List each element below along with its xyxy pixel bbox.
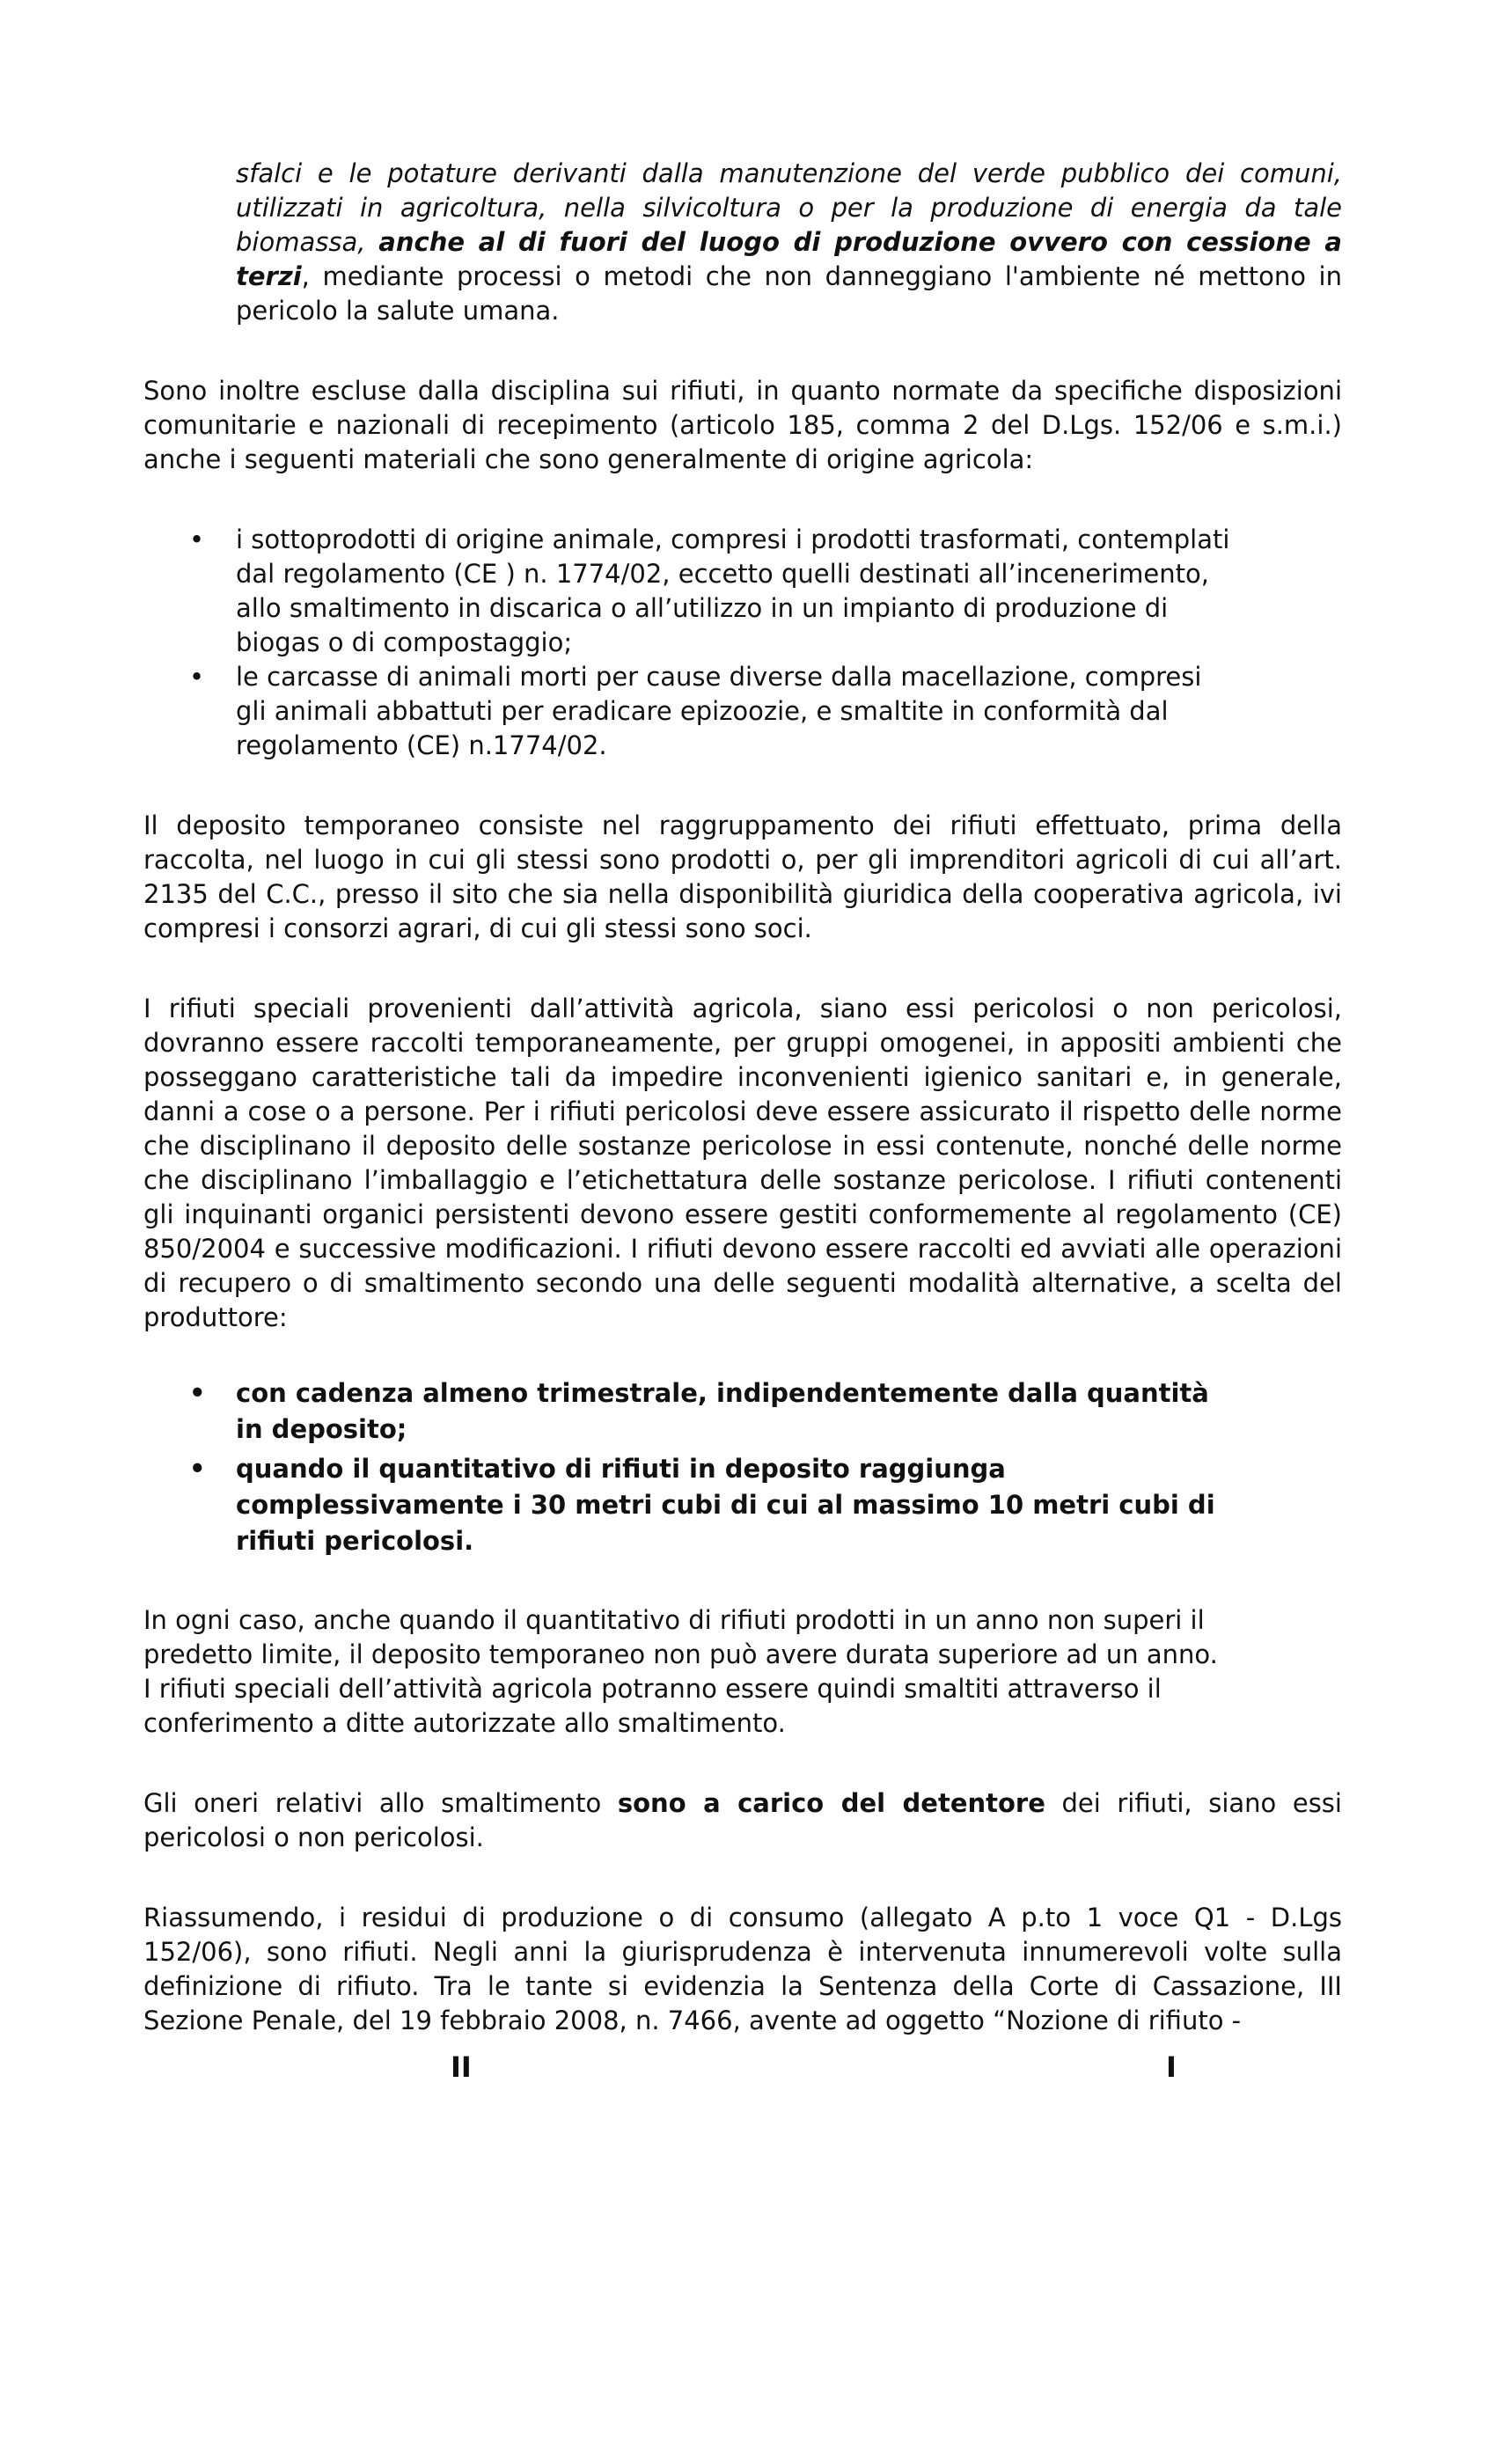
document-page	[143, 157, 1342, 2038]
paragraph-ogni-caso-line2: I rifiuti speciali dell’attività agricola potranno essere quindi smaltiti attraverso il conferimento a ditte autorizzate allo smaltimento.	[143, 1674, 1162, 1738]
paragraph-riassumendo: Riassumendo, i residui di produzione o di consumo (allegato A p.to 1 voce Q1 - D.Lgs 152/06), sono rifiuti. Negli anni la giurisprudenza è intervenuta innumerevoli volte sulla definizione di rifiuto. Tra le tante si evidenzia la Sentenza della Corte di Cassazione, III Sezione Penale, del 19 febbraio 2008, n. 7466, avente ad oggetto “Nozione di rifiuto -	[143, 1903, 1342, 2035]
bullet-list-modalita	[143, 1375, 1342, 1559]
list-item	[143, 660, 1342, 763]
bullet-list-sottoprodotti	[143, 523, 1342, 763]
paragraph-rifiuti-speciali: I rifiuti speciali provenienti dall’attività agricola, siano essi pericolosi o non pericolosi, dovranno essere raccolti temporaneamente, per gruppi omogenei, in appositi ambienti che posseggano caratteristiche tali da impedire inconvenienti igienico sanitari e, in generale, danni a cose o a persone. Per i rifiuti pericolosi deve essere assicurato il rispetto delle norme che disciplinano il deposito delle sostanze pericolose in essi contenute, nonché delle norme che disciplinano l’imballaggio e l’etichettatura delle sostanze pericolose. I rifiuti contenenti gli inquinanti organici persistenti devono essere gestiti conformemente al regolamento (CE) 850/2004 e successive modificazioni. I rifiuti devono essere raccolti ed avviati alle operazioni di recupero o di smaltimento secondo una delle seguenti modalità alternative, a scelta del produttore:	[143, 994, 1342, 1332]
intro-paragraph	[236, 157, 1342, 328]
bullet-icon: •	[189, 524, 205, 554]
intro-bold-italic-text: anche al di fuori del luogo di produzione ovvero con cessione a terzi	[236, 227, 1342, 291]
bullet-icon: •	[189, 662, 205, 692]
oneri-text-after: dei rifiuti, siano essi pericolosi o non pericolosi.	[143, 1788, 1342, 1852]
paragraph-escluse: Sono inoltre escluse dalla disciplina sui rifiuti, in quanto normate da specifiche disposizioni comunitarie e nazionali di recepimento (articolo 185, comma 2 del D.Lgs. 152/06 e s.m.i.) anche i seguenti materiali che sono generalmente di origine agricola:	[143, 376, 1342, 474]
list-item	[143, 523, 1342, 660]
bullet-icon: •	[189, 1454, 206, 1484]
list-item	[143, 1451, 1342, 1559]
intro-rest-text: , mediante processi o metodi che non danneggiano l'ambiente né mettono in pericolo la salute umana.	[236, 261, 1342, 326]
list-item-text: le carcasse di animali morti per cause diverse dalla macellazione, compresi gli animali abbattuti per eradicare epizoozie, e smaltite in conformità dal regolamento (CE) n.1774/02.	[236, 662, 1202, 760]
oneri-text-before: Gli oneri relativi allo smaltimento	[143, 1788, 618, 1818]
paragraph-ogni-caso	[143, 1603, 1342, 1741]
footer-mark-left: II	[451, 2050, 472, 2084]
paragraph-oneri	[143, 1786, 1342, 1855]
oneri-bold-text: sono a carico del detentore	[617, 1788, 1045, 1818]
list-item-text: quando il quantitativo di rifiuti in deposito raggiunga complessivamente i 30 metri cubi di cui al massimo 10 metri cubi di rifiuti pericolosi.	[236, 1454, 1215, 1556]
list-item-text: i sottoprodotti di origine animale, compresi i prodotti trasformati, contemplati dal regolamento (CE ) n. 1774/02, eccetto quelli destinati all’incenerimento, allo smaltimento in discarica o all’utilizzo in un impianto di produzione di biogas o di compostaggio;	[236, 524, 1230, 657]
paragraph-deposito: Il deposito temporaneo consiste nel raggruppamento dei rifiuti effettuato, prima della raccolta, nel luogo in cui gli stessi sono prodotti o, per gli imprenditori agricoli di cui all’art. 2135 del C.C., presso il sito che sia nella disponibilità giuridica della cooperativa agricola, ivi compresi i consorzi agrari, di cui gli stessi sono soci.	[143, 810, 1342, 943]
bullet-icon: •	[189, 1378, 206, 1408]
intro-italic-text: sfalci e le potature derivanti dalla manutenzione del verde pubblico dei comuni, utilizzati in agricoltura, nella silvicoltura o per la produzione di energia da tale biomassa,	[236, 158, 1342, 257]
footer-mark-right: I	[1166, 2050, 1177, 2084]
paragraph-ogni-caso-line1: In ogni caso, anche quando il quantitativo di rifiuti prodotti in un anno non superi il predetto limite, il deposito temporaneo non può avere durata superiore ad un anno.	[143, 1605, 1218, 1669]
list-item	[143, 1375, 1342, 1448]
list-item-text: con cadenza almeno trimestrale, indipendentemente dalla quantità in deposito;	[236, 1378, 1209, 1444]
